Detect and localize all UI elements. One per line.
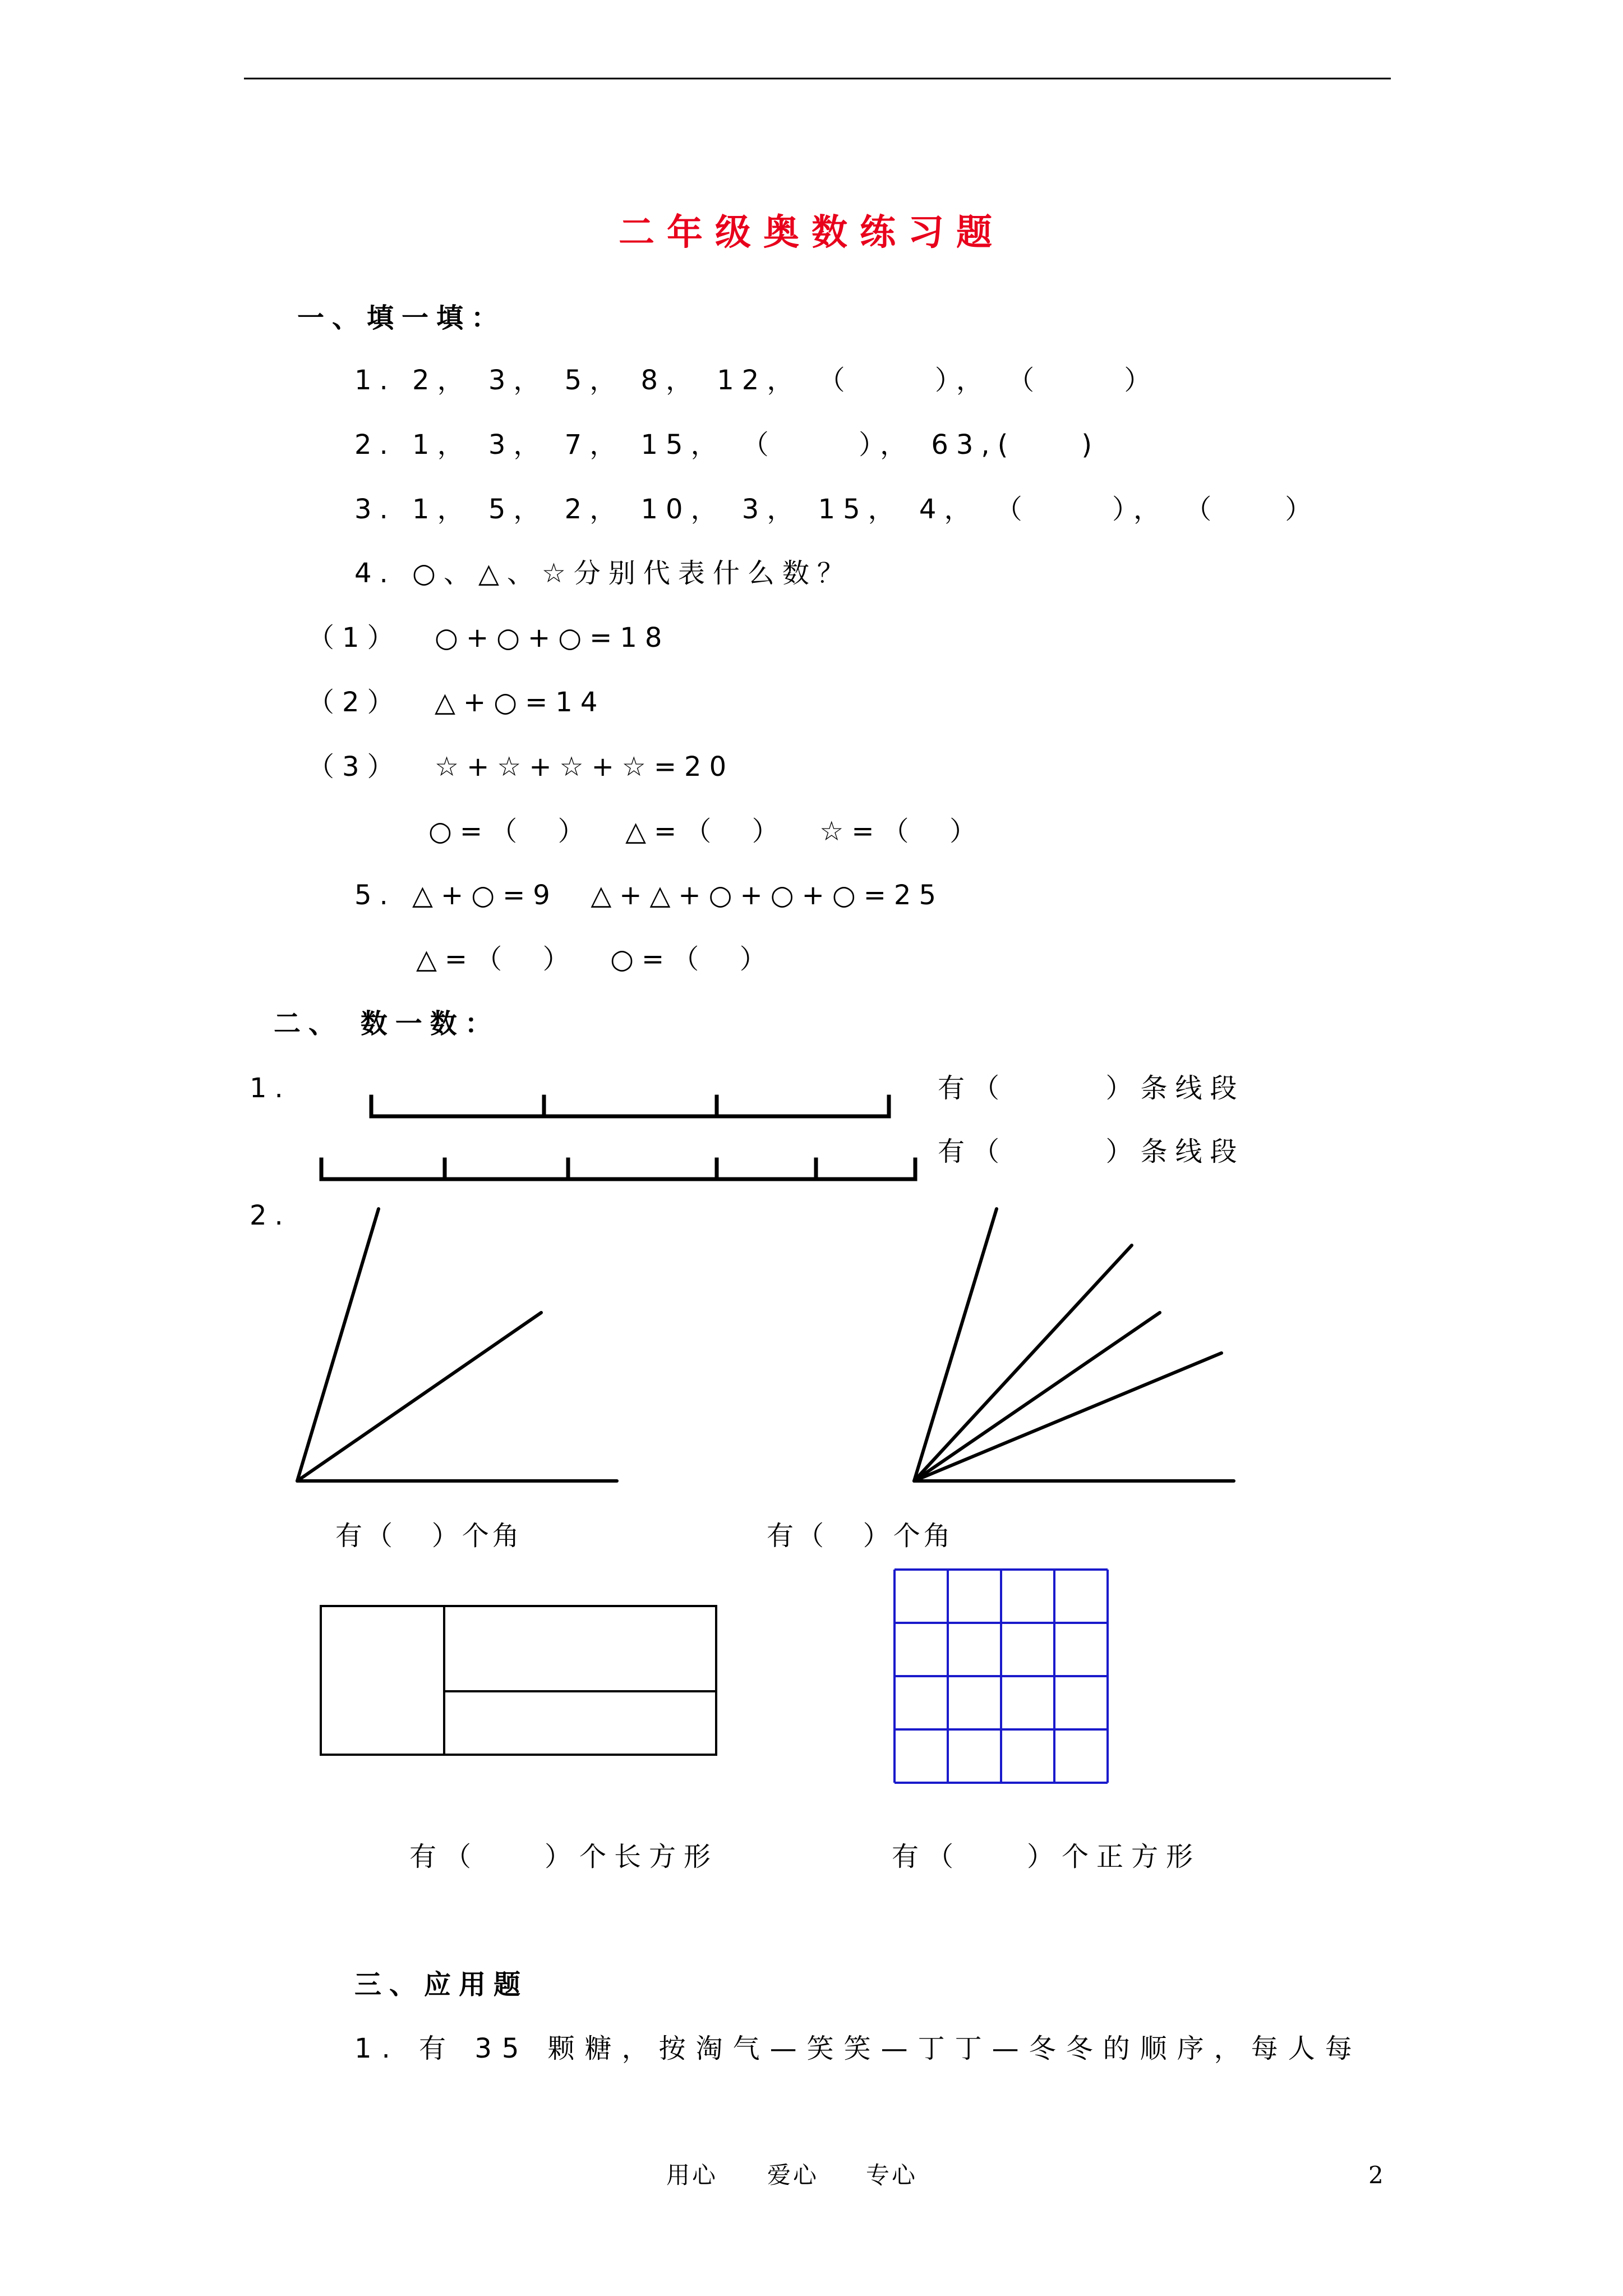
page-title: 二年级奥数练习题 <box>619 212 1004 254</box>
rectangle-answer: 有（ ）个长方形 <box>409 1841 719 1872</box>
question-1-4-sub-3: （3） ☆+☆+☆+☆=20 <box>307 751 735 783</box>
angle-figure-2 <box>914 1209 1234 1481</box>
question-1-5: 5. △+○=9 △+△+○+○+○=25 <box>354 880 944 911</box>
question-1-4-answers: ○=（ ） △=（ ） ☆=（ ） <box>428 816 985 847</box>
page-number: 2 <box>1368 2161 1386 2189</box>
rectangle-figure <box>321 1606 716 1755</box>
question-1-4-sub-1: （1） ○+○+○=18 <box>307 622 670 654</box>
angle-1-answer: 有（ ）个角 <box>335 1520 523 1552</box>
segment-2-answer: 有（ ）条线段 <box>938 1136 1245 1167</box>
angle-2-answer: 有（ ）个角 <box>767 1520 954 1552</box>
square-grid-figure <box>895 1570 1108 1783</box>
question-3-1: 1. 有 35 颗糖，按淘气—笑笑—丁丁—冬冬的顺序，每人每 <box>354 2033 1362 2064</box>
section-2-heading: 二、 数一数： <box>274 1008 500 1039</box>
section-3-heading: 三、应用题 <box>354 1969 529 2000</box>
angle-figure-1 <box>297 1209 617 1481</box>
item-2-2-number: 2. <box>250 1200 291 1231</box>
segment-figure-2 <box>321 1159 915 1179</box>
question-1-5-answers: △=（ ） ○=（ ） <box>416 944 774 975</box>
footer-motto-3: 专心 <box>866 2161 918 2189</box>
square-answer: 有（ ）个正方形 <box>892 1841 1201 1872</box>
segment-1-answer: 有（ ）条线段 <box>938 1073 1245 1104</box>
question-1-4-sub-2: （2） △+○=14 <box>307 687 606 718</box>
section-1-heading: 一、填一填： <box>297 302 506 334</box>
question-1-1: 1. 2， 3， 5， 8， 12， （ ）， （ ） <box>354 365 1159 396</box>
item-2-1-number: 1. <box>250 1073 291 1104</box>
question-1-2: 2. 1， 3， 7， 15， （ ）， 63,( ) <box>354 429 1100 461</box>
footer-motto-2: 爱心 <box>767 2161 819 2189</box>
segment-figure-1 <box>371 1097 889 1116</box>
footer-motto-1: 用心 <box>666 2161 718 2189</box>
question-1-3: 3. 1， 5， 2， 10， 3， 15， 4， （ ）， （ ） <box>354 494 1320 525</box>
question-1-4: 4. ○、△、☆分别代表什么数？ <box>354 558 852 589</box>
